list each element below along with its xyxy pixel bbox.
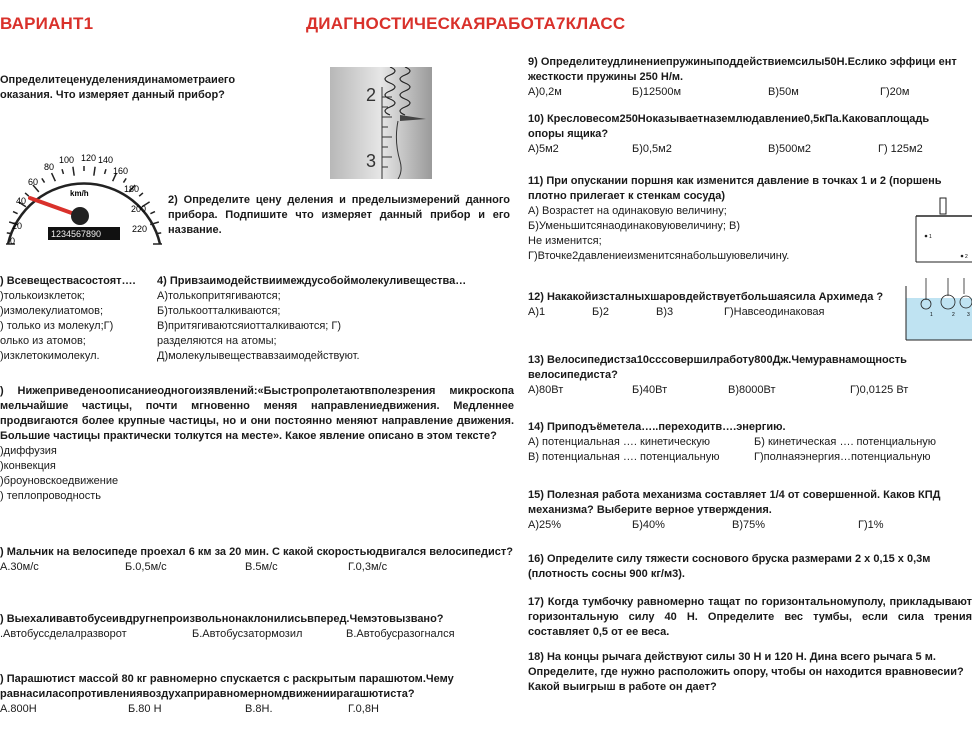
q3-line-1: )толькоизклеток; xyxy=(0,290,85,302)
question-9-text: 9) Определитеудлинениепружиныподдействиемсилы50Н.Еслико эффици ент жесткости пружины 250 Н/м. xyxy=(528,56,957,83)
question-18: 18) На концы рычага действуют силы 30 Н и 120 Н. Дина всего рычага 5 м. Определите, где нужно расположить опору, чтобы он находится вравновесии? Какой выигрыш в работе он дает? xyxy=(528,651,964,693)
speed-tick-mark xyxy=(139,193,143,196)
speed-tick-20: 20 xyxy=(12,221,23,231)
speed-tick-mark xyxy=(73,167,74,176)
question-15 xyxy=(528,488,972,533)
question-12-text: 12) Накакойизсталныхшаровдействуетбольшаясила Архимеда ? xyxy=(528,291,884,303)
speed-tick-mark xyxy=(13,212,18,214)
q8-option-b: Б.80 Н xyxy=(128,703,162,715)
q7-option-c: В.Автобусразогнался xyxy=(346,628,455,640)
question-17: 17) Когда тумбочку равномерно тащат по горизонтальномуполу, прикладывают горизонтальную силу 40 Н. Определите вес тумбы, если сила трения составляет 0,5 от ее веса. xyxy=(528,596,972,638)
question-6-text: ) Мальчик на велосипеде проехал 6 км за 20 мин. С какой скоростьюдвигался велосипедист? xyxy=(0,546,513,558)
question-2-text: Определите цену деления и пределыизмерений данного прибора. Подпишите что измеряет данный прибор и его название. xyxy=(168,194,511,236)
speed-tick-mark xyxy=(150,212,155,214)
question-10 xyxy=(528,112,968,157)
speed-tick-mark xyxy=(94,167,95,176)
q6-option-d: Г.0,3м/с xyxy=(348,561,388,573)
speed-tick-mark xyxy=(123,178,126,182)
question-16: 16) Определите силу тяжести соснового бруска размерами 2 х 0,15 х 0,3м (плотность сосны 900 кг/м3). xyxy=(528,553,931,580)
q11-line-1: А) Возрастет на одинаковую величину; xyxy=(528,205,727,217)
q5-option-4: ) теплопроводность xyxy=(0,490,102,502)
question-2 xyxy=(168,193,510,238)
question-4-title: 4) Привзаимодействиимеждусобоймолекуливещества… xyxy=(157,275,467,287)
question-5 xyxy=(0,384,514,504)
q14-option-a: А) потенциальная …. кинетическую xyxy=(528,436,711,448)
q11-line-4: Г)Вточке2давлениеизменитсянабольшуювеличину. xyxy=(528,250,790,262)
dynamometer-label-3: 3 xyxy=(366,151,377,171)
q12-option-b: Б)2 xyxy=(592,306,609,318)
question-3-title: ) Всевеществасостоят…. xyxy=(0,275,136,287)
question-13 xyxy=(528,353,958,398)
question-9 xyxy=(528,55,968,100)
question-14-text: 14) Приподъёметела…..переходитв….энергию. xyxy=(528,421,786,433)
q9-option-d: Г)20м xyxy=(880,86,910,98)
q14-option-c: В) потенциальная …. потенциальную xyxy=(528,451,720,463)
q10-option-b: Б)0,5м2 xyxy=(632,143,672,155)
q5-option-1: )диффузия xyxy=(0,445,57,457)
q8-option-d: Г.0,8Н xyxy=(348,703,379,715)
q3-line-3: ) только из молекул;Г) xyxy=(0,320,114,332)
odometer: 1234567890 xyxy=(51,229,102,239)
q13-option-d: Г)0,0125 Вт xyxy=(850,384,909,396)
q11-line-2: Б)Уменьшитсянаодинаковуювеличину; В) xyxy=(528,220,741,232)
q13-option-a: А)80Вт xyxy=(528,384,564,396)
q5-option-3: )броуновскоедвижение xyxy=(0,475,119,487)
vessel-piston-figure xyxy=(912,196,972,266)
question-13-text: 13) Велосипедистза10сссовершилработу800Дж.Чемуравнамощность велосипедиста? xyxy=(528,354,907,381)
q3-line-2: )измолекулиатомов; xyxy=(0,305,104,317)
speed-tick-100: 100 xyxy=(59,155,75,165)
q12-option-a: А)1 xyxy=(528,306,546,318)
q10-option-a: А)5м2 xyxy=(528,143,559,155)
q4-line-5: Д)молекулывеществавзаимодействуют. xyxy=(157,350,360,362)
question-6 xyxy=(0,545,514,575)
speed-tick-120: 120 xyxy=(81,153,97,163)
q15-option-a: А)25% xyxy=(528,519,562,531)
question-3 xyxy=(0,274,152,364)
question-7 xyxy=(0,612,514,642)
speed-tick-mark xyxy=(62,169,63,174)
q14-option-b: Б) кинетическая …. потенциальную xyxy=(754,436,937,448)
question-12 xyxy=(528,290,908,320)
q8-option-c: В.8Н. xyxy=(245,703,273,715)
q14-option-d: Г)полнаяэнергия…потенциальную xyxy=(754,451,931,463)
balls-in-water-figure xyxy=(904,276,972,342)
q10-option-d: Г) 125м2 xyxy=(878,143,923,155)
speed-tick-mark xyxy=(156,233,161,234)
vessel-point-2: 2 xyxy=(965,254,968,260)
variant-title: ВАРИАНТ1 xyxy=(0,14,94,33)
q5-option-2: )конвекция xyxy=(0,460,56,472)
ball-label-3: 3 xyxy=(967,312,970,318)
speed-tick-0: 0 xyxy=(10,236,16,246)
speed-tick-160: 160 xyxy=(113,166,129,176)
speed-tick-mark xyxy=(42,178,45,182)
question-5-text: ) Нижеприведеноописаниеодногоизявлений:«Быстропролетаютвполезрения микроскопа мельчайшие частицы, почти мгновенно меняя направлениедвижения. Медленнее продвигаются более крупные частицы, но и они постоянно меняют направление движения. Большие частицы практически толкутся на месте». Какое явление описано в этом тексте? xyxy=(0,385,514,442)
q3-line-5: )изклетокимолекул. xyxy=(0,350,100,362)
q15-option-d: Г)1% xyxy=(858,519,884,531)
question-4 xyxy=(157,274,507,364)
speed-tick-220: 220 xyxy=(132,224,148,234)
ball-label-1: 1 xyxy=(930,312,933,318)
q12-option-c: В)3 xyxy=(656,306,674,318)
q7-option-a: .Автобуссделалразворот xyxy=(0,628,127,640)
question-7-text: ) Выехаливавтобусеивдругнепроизвольнонаклонилисьвперед.Чемэтовызвано? xyxy=(0,613,444,625)
speed-tick-180: 180 xyxy=(124,184,140,194)
q15-option-b: Б)40% xyxy=(632,519,665,531)
question-2-number: 2) xyxy=(168,194,178,206)
question-1: Определитеценуделениядинамометраиего оказания. Что измеряет данный прибор? xyxy=(0,74,236,101)
q12-option-d: Г)Навсеодинаковая xyxy=(724,306,825,318)
question-10-text: 10) Кресловесом250Нoказываетназемлюдавление0,5кПа.Каковаплощадь опоры ящика? xyxy=(528,113,930,140)
vessel-point-1: 1 xyxy=(929,234,932,240)
speed-tick-140: 140 xyxy=(98,155,114,165)
speed-tick-40: 40 xyxy=(16,196,27,206)
q13-option-b: Б)40Вт xyxy=(632,384,668,396)
page-title: ДИАГНОСТИЧЕСКАЯРАБОТА7КЛАСС xyxy=(306,14,626,33)
speed-tick-60: 60 xyxy=(28,177,39,187)
q4-line-1: А)толькопритягиваются; xyxy=(157,290,281,302)
q9-option-a: А)0,2м xyxy=(528,86,562,98)
q4-line-4: разделяются на атомы; xyxy=(157,335,277,347)
speed-tick-mark xyxy=(105,169,106,174)
speed-tick-mark xyxy=(52,173,56,181)
speed-tick-80: 80 xyxy=(44,162,55,172)
q10-option-c: В)500м2 xyxy=(768,143,812,155)
q8-option-a: А.800Н xyxy=(0,703,37,715)
question-8 xyxy=(0,672,514,717)
q9-option-c: В)50м xyxy=(768,86,799,98)
speed-tick-200: 200 xyxy=(131,204,147,214)
dynamometer-label-2: 2 xyxy=(366,85,377,105)
q11-line-3: Не изменится; xyxy=(528,235,602,247)
question-11 xyxy=(528,174,972,264)
q3-line-4: олько из атомов; xyxy=(0,335,86,347)
speedometer-image xyxy=(0,148,165,248)
q15-option-c: В)75% xyxy=(732,519,766,531)
q6-option-b: Б.0,5м/с xyxy=(125,561,167,573)
speed-unit: km/h xyxy=(70,189,89,198)
q4-line-3: В)притягиваютсяиотталкиваются; Г) xyxy=(157,320,342,332)
question-15-text: 15) Полезная работа механизма составляет 1/4 от совершенной. Каков КПД механизма? Выберите верное утверждения. xyxy=(528,489,941,516)
q9-option-b: Б)12500м xyxy=(632,86,682,98)
ball-label-2: 2 xyxy=(952,312,955,318)
speed-tick-mark xyxy=(7,233,12,234)
q13-option-c: В)8000Вт xyxy=(728,384,776,396)
q7-option-b: Б.Автобусзатормозил xyxy=(192,628,303,640)
q6-option-a: А.30м/с xyxy=(0,561,39,573)
q6-option-c: В.5м/с xyxy=(245,561,278,573)
dynamometer-image xyxy=(330,67,432,179)
question-11-text: 11) При опускании поршня как изменится давление в точках 1 и 2 (поршень плотно прилегает к стенкам сосуда) xyxy=(528,175,942,202)
q4-line-2: Б)толькоотталкиваются; xyxy=(157,305,281,317)
question-14 xyxy=(528,420,972,465)
question-8-text: ) Парашютист массой 80 кг равномерно спускается с раскрытым парашютом.Чему равнасиласопротивлениявоздухаприравномерномдвиженииparaшютиста? xyxy=(0,673,454,700)
